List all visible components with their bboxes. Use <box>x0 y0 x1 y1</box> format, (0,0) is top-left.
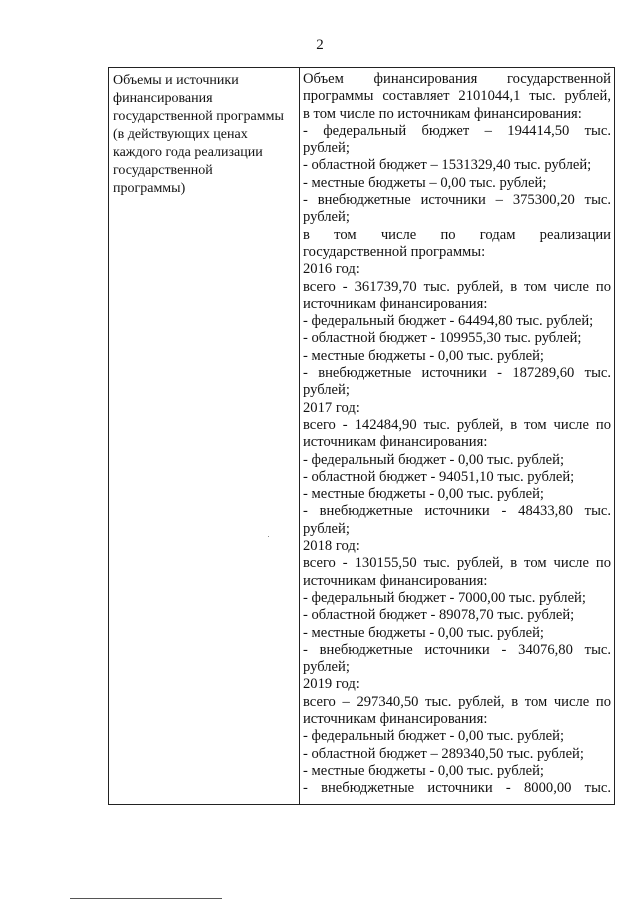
value-line: - местные бюджеты - 0,00 тыс. рублей; <box>303 762 544 779</box>
page-number: 2 <box>316 37 324 53</box>
value-line: источникам финансирования: <box>303 434 488 451</box>
label-line: государственной <box>113 163 213 178</box>
value-line: 2016 год: <box>303 261 360 278</box>
value-line: - областной бюджет - 89078,70 тыс. рублей; <box>303 607 575 624</box>
label-line: программы) <box>113 181 186 196</box>
table-label-cell <box>109 68 300 804</box>
value-line: - федеральный бюджет - 7000,00 тыс. рублей; <box>303 589 586 606</box>
value-line: всего - 361739,70 тыс. рублей, в том числе по <box>303 278 611 295</box>
value-line: рублей; <box>303 520 350 537</box>
value-line: программы составляет 2101044,1 тыс. рублей, <box>303 88 611 105</box>
label-line: Объемы и источники <box>113 73 239 88</box>
value-line: - областной бюджет – 1531329,40 тыс. рублей; <box>303 157 592 174</box>
value-line: - местные бюджеты – 0,00 тыс. рублей; <box>303 174 547 191</box>
table-value-cell <box>300 68 614 804</box>
value-line: - областной бюджет – 289340,50 тыс. рублей; <box>303 745 584 762</box>
value-line: 2017 год: <box>303 399 360 416</box>
value-line: 2019 год: <box>303 676 360 693</box>
value-line: государственной программы: <box>303 243 486 260</box>
value-line: рублей; <box>303 659 350 676</box>
value-line: - областной бюджет - 109955,30 тыс. рублей; <box>303 330 582 347</box>
value-line: - местные бюджеты - 0,00 тыс. рублей; <box>303 486 544 503</box>
label-line: (в действующих ценах <box>113 127 248 142</box>
value-line: источникам финансирования: <box>303 572 488 589</box>
value-line: - внебюджетные источники - 187289,60 тыс. <box>303 365 611 382</box>
footer-rule <box>70 898 222 899</box>
value-line: - местные бюджеты - 0,00 тыс. рублей; <box>303 347 544 364</box>
label-line: финансирования <box>113 91 213 106</box>
value-line: - областной бюджет - 94051,10 тыс. рублей; <box>303 468 575 485</box>
value-line: - федеральный бюджет - 0,00 тыс. рублей; <box>303 451 565 468</box>
value-line: - местные бюджеты - 0,00 тыс. рублей; <box>303 624 544 641</box>
label-line: государственной программы <box>113 109 284 124</box>
value-line: в том числе по годам реализации <box>303 226 611 243</box>
value-line: - федеральный бюджет – 194414,50 тыс. <box>303 122 611 139</box>
value-line: всего - 142484,90 тыс. рублей, в том числе по <box>303 416 611 433</box>
value-line: - внебюджетные источники - 8000,00 тыс. <box>303 780 611 797</box>
value-line: в том числе по источникам финансирования: <box>303 105 582 122</box>
value-line: источникам финансирования: <box>303 710 488 727</box>
value-line: - федеральный бюджет - 0,00 тыс. рублей; <box>303 728 565 745</box>
scan-speck <box>268 536 269 537</box>
value-line: Объем финансирования государственной <box>303 71 611 87</box>
value-line: рублей; <box>303 382 350 399</box>
value-line: 2018 год: <box>303 538 360 555</box>
financing-table <box>108 67 615 805</box>
value-line: рублей; <box>303 140 350 157</box>
value-line: всего – 297340,50 тыс. рублей, в том числе по <box>303 693 611 710</box>
label-line: каждого года реализации <box>113 145 263 160</box>
value-line: - внебюджетные источники – 375300,20 тыс. <box>303 192 611 209</box>
value-line: - внебюджетные источники - 48433,80 тыс. <box>303 503 611 520</box>
value-line: - внебюджетные источники - 34076,80 тыс. <box>303 641 611 658</box>
value-line: - федеральный бюджет - 64494,80 тыс. рублей; <box>303 313 594 330</box>
value-line: источникам финансирования: <box>303 295 488 312</box>
value-line: рублей; <box>303 209 350 226</box>
value-line: всего - 130155,50 тыс. рублей, в том числе по <box>303 555 611 572</box>
